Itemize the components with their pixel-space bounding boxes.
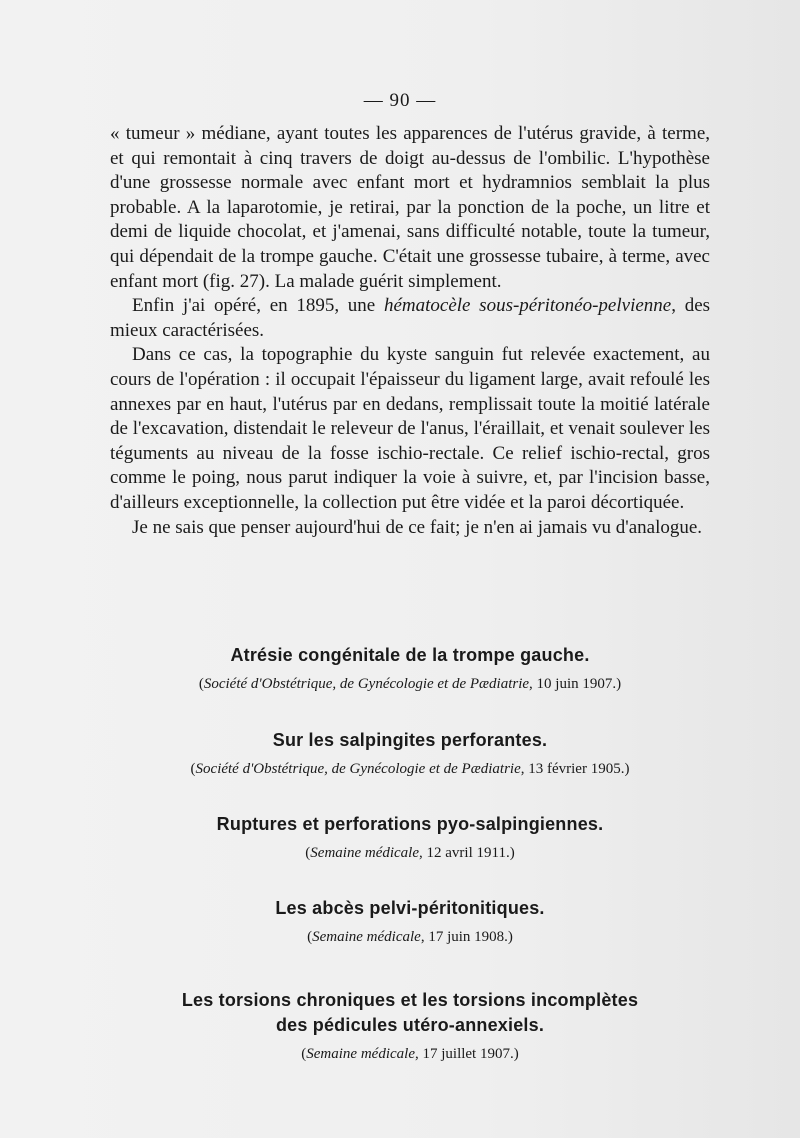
paragraph-2 [110,294,710,343]
paragraph-3: Dans ce cas, la topographie du kyste sanguin fut relevée exactement, au cours de l'opération : il occupait l'épaisseur du ligament large, avait refoulé les annexes par en haut, l'utérus par en dedans, remplissait toute la moitié latérale de l'excavation, distendait le releveur de l'anus, l'éraillait, et venait soulever les téguments au niveau de la fosse ischio-rectale. Ce relief ischio-rectal, gros comme le poing, nous parut indiquer la voie à suivre, et, par l'incision basse, d'ailleurs exceptionnelle, la collection put être vidée et la paroi décortiquée. [110,344,710,513]
paren-open: ( [198,676,204,692]
section-4 [110,896,710,947]
section-title: Atrésie congénitale de la trompe gauche. [230,645,590,665]
source-journal: Société d'Obstétrique, de Gynécologie et de Pædiatrie [203,676,530,692]
section-2 [110,728,710,779]
section-title-line-2: des pédicules utéro-annexiels. [275,1015,545,1035]
source-date: , 12 avril 1911.) [419,845,515,861]
paragraph-2-start: Enfin j'ai opéré, en 1895, une [132,295,384,317]
section-source [110,843,710,863]
paren-open: ( [190,761,196,777]
paragraph-2-italic: hématocèle sous-péritonéo-pelvienne [383,295,672,317]
section-title: Sur les salpingites perforantes. [272,730,548,750]
section-3 [110,812,710,863]
section-title: Les abcès pelvi-péritonitiques. [275,898,545,918]
paren-open: ( [301,1046,307,1062]
page-number: — 90 — [363,90,437,111]
section-title: Ruptures et perforations pyo-salpingiennes. [216,814,604,834]
source-date: , 13 février 1905.) [520,761,630,777]
source-journal: Semaine médicale [310,845,420,861]
section-title-line-1: Les torsions chroniques et les torsions incomplètes [181,990,639,1010]
paragraph-2-end: , des mieux caractérisées. [110,295,711,341]
body-text [110,122,710,540]
section-title [110,988,710,1038]
section-5 [110,988,710,1064]
section-1 [110,643,710,694]
source-journal: Semaine médicale [312,929,421,945]
source-journal: Semaine médicale [306,1046,415,1062]
section-source [110,927,710,947]
section-source [110,674,710,694]
source-date: , 17 juin 1908.) [420,929,513,945]
source-date: , 17 juillet 1907.) [414,1046,519,1062]
paragraph-1: « tumeur » médiane, ayant toutes les apparences de l'utérus gravide, à terme, et qui remontait à cinq travers de doigt au-dessus de l'ombilic. L'hypothèse d'une grossesse normale avec enfant mort et hydramnios semblait la plus probable. A la laparotomie, je retirai, par la ponction de la poche, un litre et demi de liquide chocolat, et j'amenai, sans difficulté notable, toute la tumeur, qui dépendait de la trompe gauche. C'était une grossesse tubaire, à terme, avec enfant mort (fig. 27). La malade guérit simplement. [110,123,710,292]
source-date: , 10 juin 1907.) [529,676,622,692]
section-source [110,759,710,779]
paren-open: ( [305,845,311,861]
section-source [110,1044,710,1064]
paragraph-4: Je ne sais que penser aujourd'hui de ce fait; je n'en ai jamais vu d'analogue. [132,516,703,538]
paren-open: ( [307,929,313,945]
source-journal: Société d'Obstétrique, de Gynécologie et de Pædiatrie [195,761,521,777]
